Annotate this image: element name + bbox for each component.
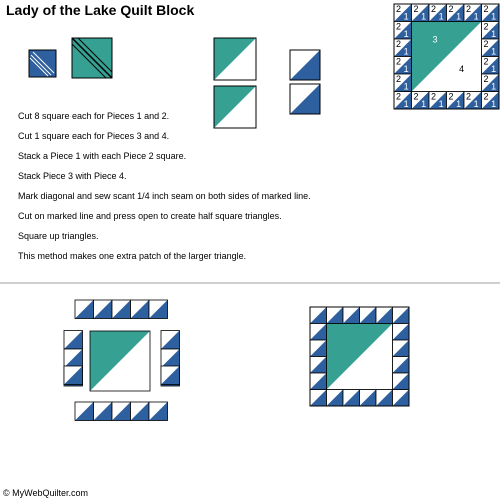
piece-label-2: 2 bbox=[483, 38, 489, 49]
piece-label-1: 1 bbox=[491, 81, 497, 92]
half-square-triangle bbox=[310, 324, 327, 341]
half-square-triangle bbox=[360, 307, 377, 324]
instruction-step: Cut 1 square each for Pieces 3 and 4. bbox=[18, 131, 170, 141]
piece-label-1: 1 bbox=[403, 11, 409, 22]
piece-label-2: 2 bbox=[396, 91, 402, 102]
half-square-triangle bbox=[394, 39, 412, 57]
piece-label-1: 1 bbox=[421, 11, 427, 22]
center-triangle-square bbox=[327, 324, 393, 390]
piece-label-4: 4 bbox=[459, 63, 465, 74]
half-square-triangle bbox=[75, 402, 94, 421]
half-square-triangle bbox=[447, 91, 465, 109]
half-square-triangle bbox=[447, 4, 465, 22]
half-square-triangle bbox=[412, 4, 430, 22]
large-hst-1 bbox=[214, 38, 256, 80]
half-square-triangle bbox=[393, 373, 410, 390]
half-square-triangle bbox=[310, 307, 327, 324]
half-square-triangle bbox=[131, 300, 150, 319]
half-square-triangle bbox=[94, 402, 113, 421]
half-square-triangle bbox=[482, 91, 500, 109]
piece-label-2: 2 bbox=[431, 91, 437, 102]
piece-label-2: 2 bbox=[483, 56, 489, 67]
piece-label-2: 2 bbox=[448, 91, 454, 102]
cut-square-large bbox=[72, 38, 112, 78]
piece-label-2: 2 bbox=[396, 3, 402, 14]
piece-label-2: 2 bbox=[483, 21, 489, 32]
piece-label-2: 2 bbox=[413, 91, 419, 102]
half-square-triangle bbox=[393, 324, 410, 341]
instruction-step: Cut on marked line and press open to create half square triangles. bbox=[18, 211, 282, 221]
half-square-triangle bbox=[64, 366, 83, 385]
piece-label-2: 2 bbox=[483, 73, 489, 84]
half-square-triangle bbox=[482, 74, 500, 92]
finished-block-labelled bbox=[394, 4, 499, 109]
half-square-triangle bbox=[64, 331, 83, 350]
half-square-triangle bbox=[393, 357, 410, 374]
piece-label-2: 2 bbox=[466, 3, 472, 14]
page-title: Lady of the Lake Quilt Block bbox=[6, 2, 195, 18]
half-square-triangle bbox=[64, 349, 83, 368]
half-square-triangle bbox=[310, 373, 327, 390]
piece-label-1: 1 bbox=[438, 99, 444, 109]
piece-label-1: 1 bbox=[403, 46, 409, 57]
piece-label-2: 2 bbox=[466, 91, 472, 102]
piece-label-2: 2 bbox=[396, 73, 402, 84]
piece-label-1: 1 bbox=[403, 81, 409, 92]
piece-label-1: 1 bbox=[491, 29, 497, 39]
section-divider bbox=[0, 282, 500, 284]
center-triangle-square bbox=[412, 22, 482, 92]
half-square-triangle bbox=[464, 4, 482, 22]
piece-label-2: 2 bbox=[483, 3, 489, 14]
piece-label-1: 1 bbox=[491, 46, 497, 57]
half-square-triangle bbox=[482, 39, 500, 57]
instruction-step: Stack a Piece 1 with each Piece 2 square. bbox=[18, 151, 187, 161]
half-square-triangle bbox=[360, 390, 377, 407]
half-square-triangle bbox=[310, 390, 327, 407]
half-square-triangle bbox=[394, 56, 412, 74]
piece-label-1: 1 bbox=[473, 11, 479, 22]
half-square-triangle bbox=[94, 300, 113, 319]
piece-label-2: 2 bbox=[396, 56, 402, 67]
half-square-triangle bbox=[343, 307, 360, 324]
half-square-triangle bbox=[393, 340, 410, 357]
half-square-triangle bbox=[161, 331, 180, 350]
piece-label-2: 2 bbox=[413, 3, 419, 14]
half-square-triangle bbox=[393, 307, 410, 324]
small-hst-1 bbox=[290, 50, 320, 80]
half-square-triangle bbox=[482, 21, 500, 39]
piece-label-1: 1 bbox=[438, 11, 444, 22]
piece-label-1: 1 bbox=[456, 11, 462, 22]
half-square-triangle bbox=[482, 56, 500, 74]
half-square-triangle bbox=[376, 390, 393, 407]
half-square-triangle bbox=[161, 349, 180, 368]
half-square-triangle bbox=[112, 402, 131, 421]
half-square-triangle bbox=[394, 21, 412, 39]
piece-label-1: 1 bbox=[491, 99, 497, 109]
piece-label-2: 2 bbox=[396, 38, 402, 49]
half-square-triangle bbox=[310, 357, 327, 374]
instruction-step: Stack Piece 3 with Piece 4. bbox=[18, 171, 127, 181]
instruction-step: Cut 8 square each for Pieces 1 and 2. bbox=[18, 111, 170, 121]
footer-copyright: © MyWebQuilter.com bbox=[3, 488, 88, 498]
half-square-triangle bbox=[412, 91, 430, 109]
piece-label-1: 1 bbox=[456, 99, 462, 109]
half-square-triangle bbox=[149, 300, 168, 319]
half-square-triangle bbox=[394, 91, 412, 109]
half-square-triangle bbox=[393, 390, 410, 407]
center-triangle-square bbox=[90, 331, 150, 391]
piece-label-2: 2 bbox=[431, 3, 437, 14]
piece-label-1: 1 bbox=[473, 99, 479, 109]
piece-label-2: 2 bbox=[483, 91, 489, 102]
exploded-block-layout bbox=[64, 300, 180, 421]
piece-label-1: 1 bbox=[403, 64, 409, 74]
half-square-triangle bbox=[394, 74, 412, 92]
cut-square-small bbox=[29, 50, 56, 77]
piece-label-1: 1 bbox=[491, 64, 497, 74]
piece-label-1: 1 bbox=[403, 29, 409, 39]
half-square-triangle bbox=[429, 91, 447, 109]
half-square-triangle bbox=[75, 300, 94, 319]
instructions-list bbox=[18, 110, 311, 270]
half-square-triangle bbox=[327, 307, 344, 324]
instruction-step: Mark diagonal and sew scant 1/4 inch seam on both sides of marked line. bbox=[18, 191, 311, 201]
half-square-triangle bbox=[376, 307, 393, 324]
half-square-triangle bbox=[149, 402, 168, 421]
assembled-block bbox=[310, 307, 409, 406]
piece-label-2: 2 bbox=[396, 21, 402, 32]
piece-label-3: 3 bbox=[432, 34, 438, 45]
half-square-triangle bbox=[112, 300, 131, 319]
half-square-triangle bbox=[464, 91, 482, 109]
piece-label-1: 1 bbox=[421, 99, 427, 109]
half-square-triangle bbox=[327, 390, 344, 407]
half-square-triangle bbox=[482, 4, 500, 22]
half-square-triangle bbox=[310, 340, 327, 357]
piece-label-1: 1 bbox=[403, 99, 409, 109]
piece-label-2: 2 bbox=[448, 3, 454, 14]
half-square-triangle bbox=[429, 4, 447, 22]
half-square-triangle bbox=[161, 366, 180, 385]
instruction-step: This method makes one extra patch of the larger triangle. bbox=[18, 251, 247, 261]
half-square-triangle bbox=[131, 402, 150, 421]
half-square-triangle bbox=[343, 390, 360, 407]
instruction-step: Square up triangles. bbox=[18, 231, 99, 241]
half-square-triangle bbox=[394, 4, 412, 22]
piece-label-1: 1 bbox=[491, 11, 497, 22]
